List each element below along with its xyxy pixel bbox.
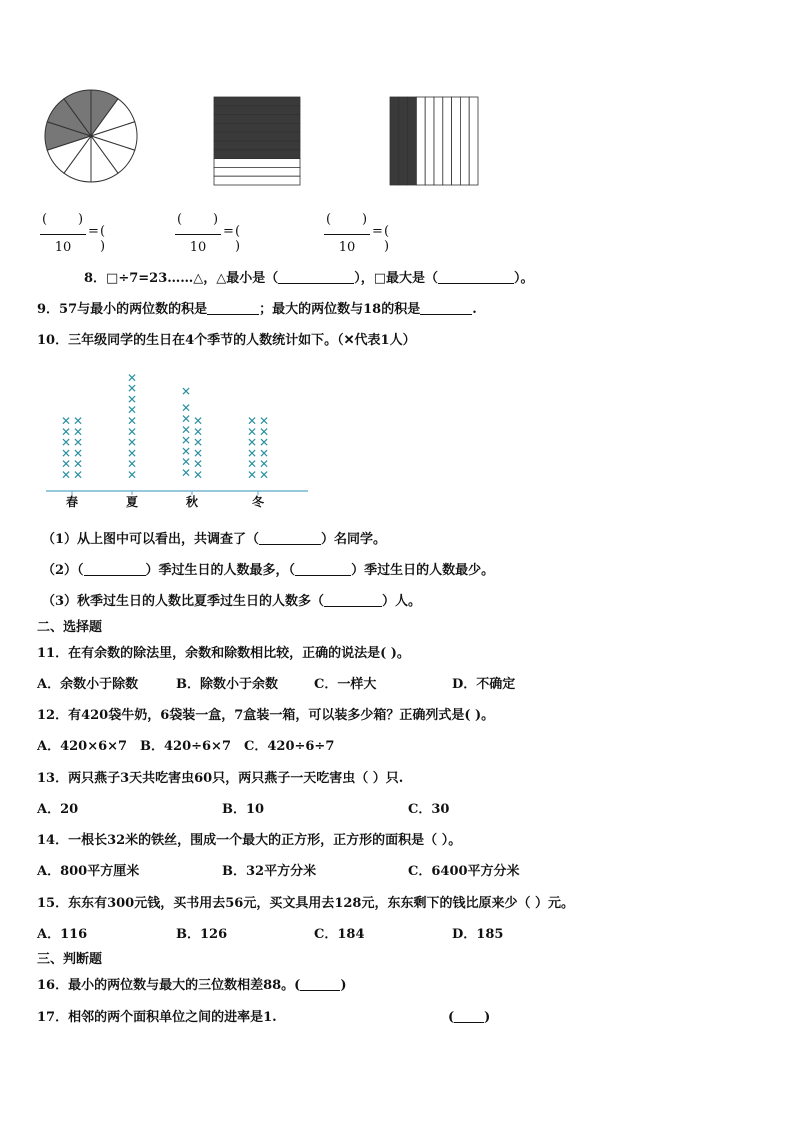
answer-blank[interactable] <box>259 532 321 545</box>
tally-mark: ✕ <box>126 403 138 418</box>
tally-mark: ✕ <box>192 468 204 482</box>
section-3-title: 三、判断题 <box>37 952 103 967</box>
tally-mark: ✕ <box>72 457 84 472</box>
tally-mark: ✕ <box>180 401 192 416</box>
tally-mark: ✕ <box>126 392 138 407</box>
tally-mark: ✕ <box>246 435 258 450</box>
option-c[interactable]: C．一样大 <box>314 677 377 692</box>
answer-blank[interactable] <box>420 302 472 315</box>
tally-mark: ✕ <box>60 457 72 472</box>
option-a[interactable]: A．116 <box>37 927 88 942</box>
answer-blank[interactable] <box>300 978 340 991</box>
question-11-stem: 11．在有余数的除法里，余数和除数相比较，正确的说法是( )。 <box>37 646 410 661</box>
option-c[interactable]: C．30 <box>408 802 450 817</box>
stripe-row <box>214 106 300 115</box>
stripe-column <box>460 97 469 185</box>
tally-mark: ✕ <box>192 457 204 472</box>
tally-mark: ✕ <box>126 457 138 472</box>
question-17-stem: 17．相邻的两个面积单位之间的进率是1. <box>37 1010 277 1025</box>
answer-blank[interactable] <box>295 563 351 576</box>
tally-mark: ✕ <box>180 384 192 399</box>
question-15-stem: 15．东东有300元钱，买书用去56元，买文具用去128元，东东剩下的钱比原来少（ ）元。 <box>37 896 574 911</box>
denominator: 10 <box>54 240 72 255</box>
stripe-row <box>214 115 300 124</box>
option-b[interactable]: B．32平方分米 <box>222 864 317 879</box>
tally-mark: ✕ <box>258 468 270 482</box>
tally-mark: ✕ <box>180 455 192 470</box>
tally-mark: ✕ <box>126 424 138 439</box>
tally-mark: ✕ <box>246 414 258 428</box>
option-b[interactable]: B．126 <box>176 927 228 942</box>
tally-mark: ✕ <box>192 446 204 461</box>
stripe-row <box>214 167 300 176</box>
tally-mark: ✕ <box>180 412 192 426</box>
tally-mark: ✕ <box>192 414 204 428</box>
stripe-column <box>452 97 461 185</box>
question-17-answer: ( ) <box>448 1010 491 1025</box>
question-13-stem: 13．两只燕子3天共吃害虫60只，两只燕子一天吃害虫（ ）只. <box>37 771 404 786</box>
question-14-stem: 14．一根长32米的铁丝，围成一个最大的正方形，正方形的面积是（ ）。 <box>37 833 462 848</box>
tally-mark: ✕ <box>192 435 204 450</box>
tally-mark: ✕ <box>246 457 258 472</box>
section-2-title: 二、选择题 <box>37 620 103 635</box>
tally-mark: ✕ <box>72 446 84 461</box>
stripe-column <box>443 97 452 185</box>
tally-mark: ✕ <box>258 446 270 461</box>
option-a[interactable]: A．余数小于除数 <box>37 677 139 692</box>
answer-blank[interactable] <box>324 594 382 607</box>
category-label: 秋 <box>185 495 199 509</box>
answer-blank[interactable]: ( ) <box>100 224 106 254</box>
tally-mark: ✕ <box>192 424 204 439</box>
tally-mark: ✕ <box>258 414 270 428</box>
tally-mark: ✕ <box>246 424 258 439</box>
option-b[interactable]: B．除数小于余数 <box>176 677 278 692</box>
stripe-column <box>408 97 417 185</box>
stripe-row <box>214 176 300 185</box>
stripe-row <box>214 159 300 168</box>
tally-mark: ✕ <box>126 446 138 461</box>
tally-mark: ✕ <box>246 468 258 482</box>
tally-mark: ✕ <box>72 435 84 450</box>
question-10-sub2: （2）（ ）季过生日的人数最多，（ ）季过生日的人数最少。 <box>42 563 495 578</box>
stripe-column <box>469 97 478 185</box>
option-b[interactable]: B．420÷6×7 <box>140 739 232 754</box>
answer-blank[interactable] <box>207 302 259 315</box>
question-12-stem: 12．有420袋牛奶，6袋装一盒，7盒装一箱，可以装多少箱？正确列式是( )。 <box>37 708 495 723</box>
question-10: 10．三年级同学的生日在4个季节的人数统计如下。（✕代表1人） <box>37 333 416 348</box>
tally-mark: ✕ <box>258 435 270 450</box>
option-c[interactable]: C．184 <box>314 927 365 942</box>
answer-blank[interactable] <box>84 563 146 576</box>
denominator: 10 <box>189 240 207 255</box>
tally-mark: ✕ <box>126 414 138 428</box>
tally-mark: ✕ <box>126 468 138 482</box>
tally-mark: ✕ <box>60 414 72 428</box>
answer-blank[interactable] <box>278 271 354 284</box>
stripe-row <box>214 97 300 106</box>
answer-blank[interactable] <box>438 271 514 284</box>
question-16: 16．最小的两位数与最大的三位数相差88。( ) <box>37 978 347 993</box>
stripe-column <box>425 97 434 185</box>
tally-mark: ✕ <box>60 468 72 482</box>
tally-mark: ✕ <box>126 435 138 450</box>
stripe-column <box>416 97 425 185</box>
tally-mark: ✕ <box>126 370 138 385</box>
option-c[interactable]: C．6400平方分米 <box>408 864 520 879</box>
denominator: 10 <box>338 240 356 255</box>
option-a[interactable]: A．20 <box>37 802 79 817</box>
stripe-row <box>214 150 300 159</box>
vertical-stripes-figure <box>388 95 480 187</box>
stripe-row <box>214 132 300 141</box>
tally-mark: ✕ <box>180 433 192 448</box>
tally-mark: ✕ <box>126 381 138 396</box>
option-d[interactable]: D．不确定 <box>452 677 516 692</box>
answer-blank[interactable] <box>454 1010 484 1023</box>
stripe-row <box>214 141 300 150</box>
horizontal-stripes-figure <box>212 95 302 187</box>
question-9: 9．57与最小的两位数的积是 ；最大的两位数与18的积是 . <box>37 302 477 317</box>
tally-mark: ✕ <box>258 424 270 439</box>
tally-mark: ✕ <box>60 424 72 439</box>
question-8: 8．□÷7=23……△，△最小是（ ），□最大是（ ）。 <box>84 271 534 286</box>
answer-blank[interactable]: ( ) <box>235 224 241 254</box>
category-label: 春 <box>65 495 79 509</box>
tally-mark: ✕ <box>180 422 192 437</box>
question-10-sub3: （3）秋季过生日的人数比夏季过生日的人数多（ ）人。 <box>42 594 422 609</box>
birthday-pictograph <box>40 362 312 512</box>
question-10-sub1: （1）从上图中可以看出，共调查了（ ）名同学。 <box>42 532 387 547</box>
category-label: 冬 <box>251 495 265 509</box>
option-c[interactable]: C．420÷6÷7 <box>244 739 335 754</box>
circle-fraction-figure <box>40 88 146 188</box>
tally-mark: ✕ <box>72 468 84 482</box>
stripe-row <box>214 123 300 132</box>
tally-mark: ✕ <box>246 446 258 461</box>
tally-mark: ✕ <box>72 424 84 439</box>
option-a[interactable]: A．420×6×7 <box>37 739 128 754</box>
category-label: 夏 <box>125 495 139 509</box>
tally-mark: ✕ <box>180 444 192 459</box>
tally-mark: ✕ <box>60 446 72 461</box>
stripe-column <box>390 97 399 185</box>
tally-mark: ✕ <box>258 457 270 472</box>
stripe-column <box>399 97 408 185</box>
stripe-column <box>434 97 443 185</box>
option-d[interactable]: D．185 <box>452 927 504 942</box>
tally-mark: ✕ <box>72 414 84 428</box>
answer-blank[interactable]: ( ) <box>384 224 390 254</box>
tally-mark: ✕ <box>60 435 72 450</box>
option-a[interactable]: A．800平方厘米 <box>37 864 140 879</box>
option-b[interactable]: B．10 <box>222 802 265 817</box>
tally-mark: ✕ <box>180 466 192 480</box>
